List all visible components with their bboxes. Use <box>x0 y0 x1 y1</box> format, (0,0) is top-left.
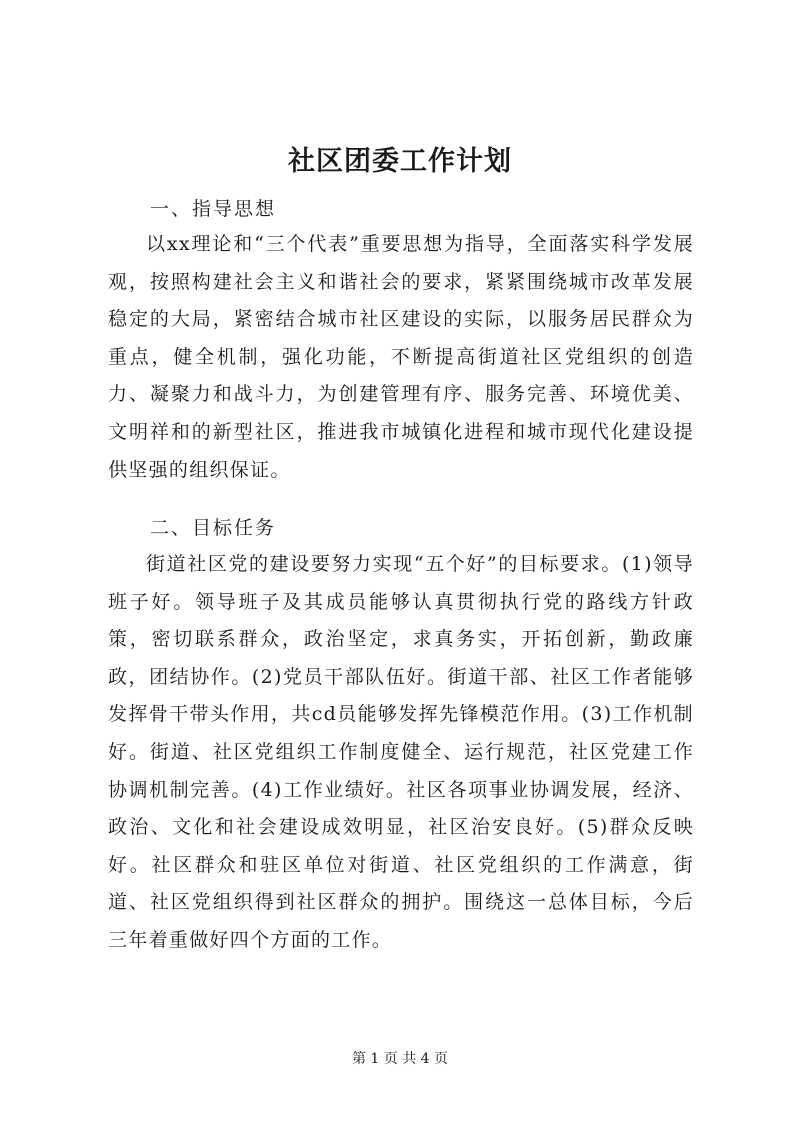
document-title: 社区团委工作计划 <box>288 146 512 177</box>
page-number-footer: 第 1 页 共 4 页 <box>351 1051 449 1067</box>
section-body-goals-tasks: 街道社区党的建设要努力实现“五个好”的目标要求。(1)领导班子好。领导班子及其成员能够认真贯彻执行党的路线方针政策，密切联系群众，政治坚定，求真务实，开拓创新，勤政廉政，团结协作。(2)党员干部队伍好。街道干部、社区工作者能够发挥骨干带头作用，共cd员能够发挥先锋模范作用。(3)工作机制好。街道、社区党组织工作制度健全、运行规范，社区党建工作协调机制完善。(4)工作业绩好。社区各项事业协调发展，经济、政治、文化和社会建设成效明显，社区治安良好。(5)群众反映好。社区群众和驻区单位对街道、社区党组织的工作满意，街道、社区党组织得到社区群众的拥护。围绕这一总体目标，今后三年着重做好四个方面的工作。 <box>108 553 694 951</box>
section-heading-guiding-ideology: 一、指导思想 <box>150 198 277 220</box>
section-heading-goals-tasks: 二、目标任务 <box>150 517 277 539</box>
section-body-guiding-ideology: 以xx理论和“三个代表”重要思想为指导，全面落实科学发展观，按照构建社会主义和谐社会的要求，紧紧围绕城市改革发展稳定的大局，紧密结合城市社区建设的实际，以服务居民群众为重点，健全机制，强化功能，不断提高街道社区党组织的创造力、凝聚力和战斗力，为创建管理有序、服务完善、环境优美、文明祥和的新型社区，推进我市城镇化进程和城市现代化建设提供坚强的组织保证。 <box>108 233 694 481</box>
